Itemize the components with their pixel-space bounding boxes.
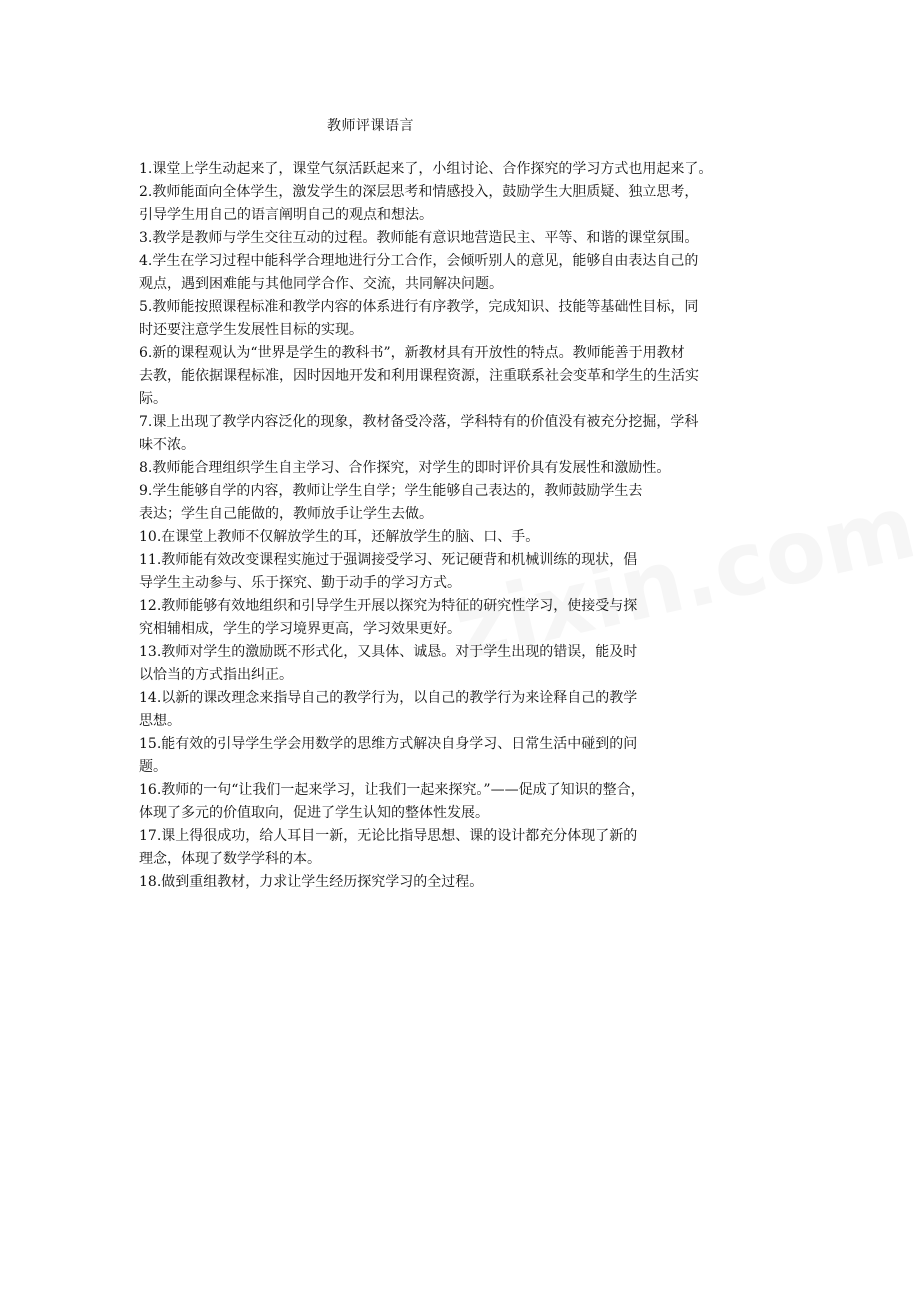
text-line: 导学生主动参与、乐于探究、勤于动手的学习方式。 bbox=[139, 575, 461, 591]
text-line: 4.学生在学习过程中能科学合理地进行分工合作，会倾听别人的意见，能够自由表达自己的 bbox=[139, 253, 699, 269]
text-line: 16.教师的一句“让我们一起来学习，让我们一起来探究。”——促成了知识的整合， bbox=[139, 782, 645, 798]
text-line: 9.学生能够自学的内容，教师让学生自学；学生能够自己表达的，教师鼓励学生去 bbox=[139, 483, 643, 499]
text-line: 17.课上得很成功，给人耳目一新，无论比指导思想、课的设计都充分体现了新的 bbox=[139, 828, 638, 844]
document-body bbox=[139, 158, 799, 894]
document-title: 教师评课语言 bbox=[327, 118, 414, 134]
text-line: 究相辅相成，学生的学习境界更高，学习效果更好。 bbox=[139, 621, 461, 637]
text-line: 去教，能依据课程标准，因时因地开发和利用课程资源，注重联系社会变革和学生的生活实 bbox=[139, 368, 699, 384]
text-line: 际。 bbox=[139, 391, 167, 407]
text-line: 以恰当的方式指出纠正。 bbox=[139, 667, 293, 683]
text-line: 引导学生用自己的语言阐明自己的观点和想法。 bbox=[139, 207, 433, 223]
text-line: 10.在课堂上教师不仅解放学生的耳，还解放学生的脑、口、手。 bbox=[139, 529, 540, 545]
text-line: 12.教师能够有效地组织和引导学生开展以探究为特征的研究性学习，使接受与探 bbox=[139, 598, 638, 614]
text-line: 8.教师能合理组织学生自主学习、合作探究，对学生的即时评价具有发展性和激励性。 bbox=[139, 460, 671, 476]
text-line: 7.课上出现了教学内容泛化的现象，教材备受冷落，学科特有的价值没有被充分挖掘，学科 bbox=[139, 414, 699, 430]
text-line: 11.教师能有效改变课程实施过于强调接受学习、死记硬背和机械训练的现状，倡 bbox=[139, 552, 638, 568]
text-line: 18.做到重组教材，力求让学生经历探究学习的全过程。 bbox=[139, 874, 484, 890]
text-line: 1.课堂上学生动起来了，课堂气氛活跃起来了，小组讨论、合作探究的学习方式也用起来了。 bbox=[139, 161, 713, 177]
text-line: 5.教师能按照课程标准和教学内容的体系进行有序教学，完成知识、技能等基础性目标，同 bbox=[139, 299, 699, 315]
text-line: 体现了多元的价值取向，促进了学生认知的整体性发展。 bbox=[139, 805, 489, 821]
text-line: 思想。 bbox=[139, 713, 181, 729]
text-line: 14.以新的课改理念来指导自己的教学行为，以自己的教学行为来诠释自己的教学 bbox=[139, 690, 638, 706]
text-line: 15.能有效的引导学生学会用数学的思维方式解决自身学习、日常生活中碰到的问 bbox=[139, 736, 638, 752]
text-line: 理念，体现了数学学科的本。 bbox=[139, 851, 321, 867]
text-line: 时还要注意学生发展性目标的实现。 bbox=[139, 322, 363, 338]
text-line: 表达；学生自己能做的，教师放手让学生去做。 bbox=[139, 506, 433, 522]
text-line: 13.教师对学生的激励既不形式化，又具体、诚恳。对于学生出现的错误，能及时 bbox=[139, 644, 638, 660]
text-line: 味不浓。 bbox=[139, 437, 195, 453]
text-line: 2.教师能面向全体学生，激发学生的深层思考和情感投入，鼓励学生大胆质疑、独立思考， bbox=[139, 184, 699, 200]
text-line: 6.新的课程观认为“世界是学生的教科书”，新教材具有开放性的特点。教师能善于用教材 bbox=[139, 345, 685, 361]
text-line: 3.教学是教师与学生交往互动的过程。教师能有意识地营造民主、平等、和谐的课堂氛围。 bbox=[139, 230, 699, 246]
text-line: 观点，遇到困难能与其他同学合作、交流，共同解决问题。 bbox=[139, 276, 503, 292]
text-line: 题。 bbox=[139, 759, 167, 775]
